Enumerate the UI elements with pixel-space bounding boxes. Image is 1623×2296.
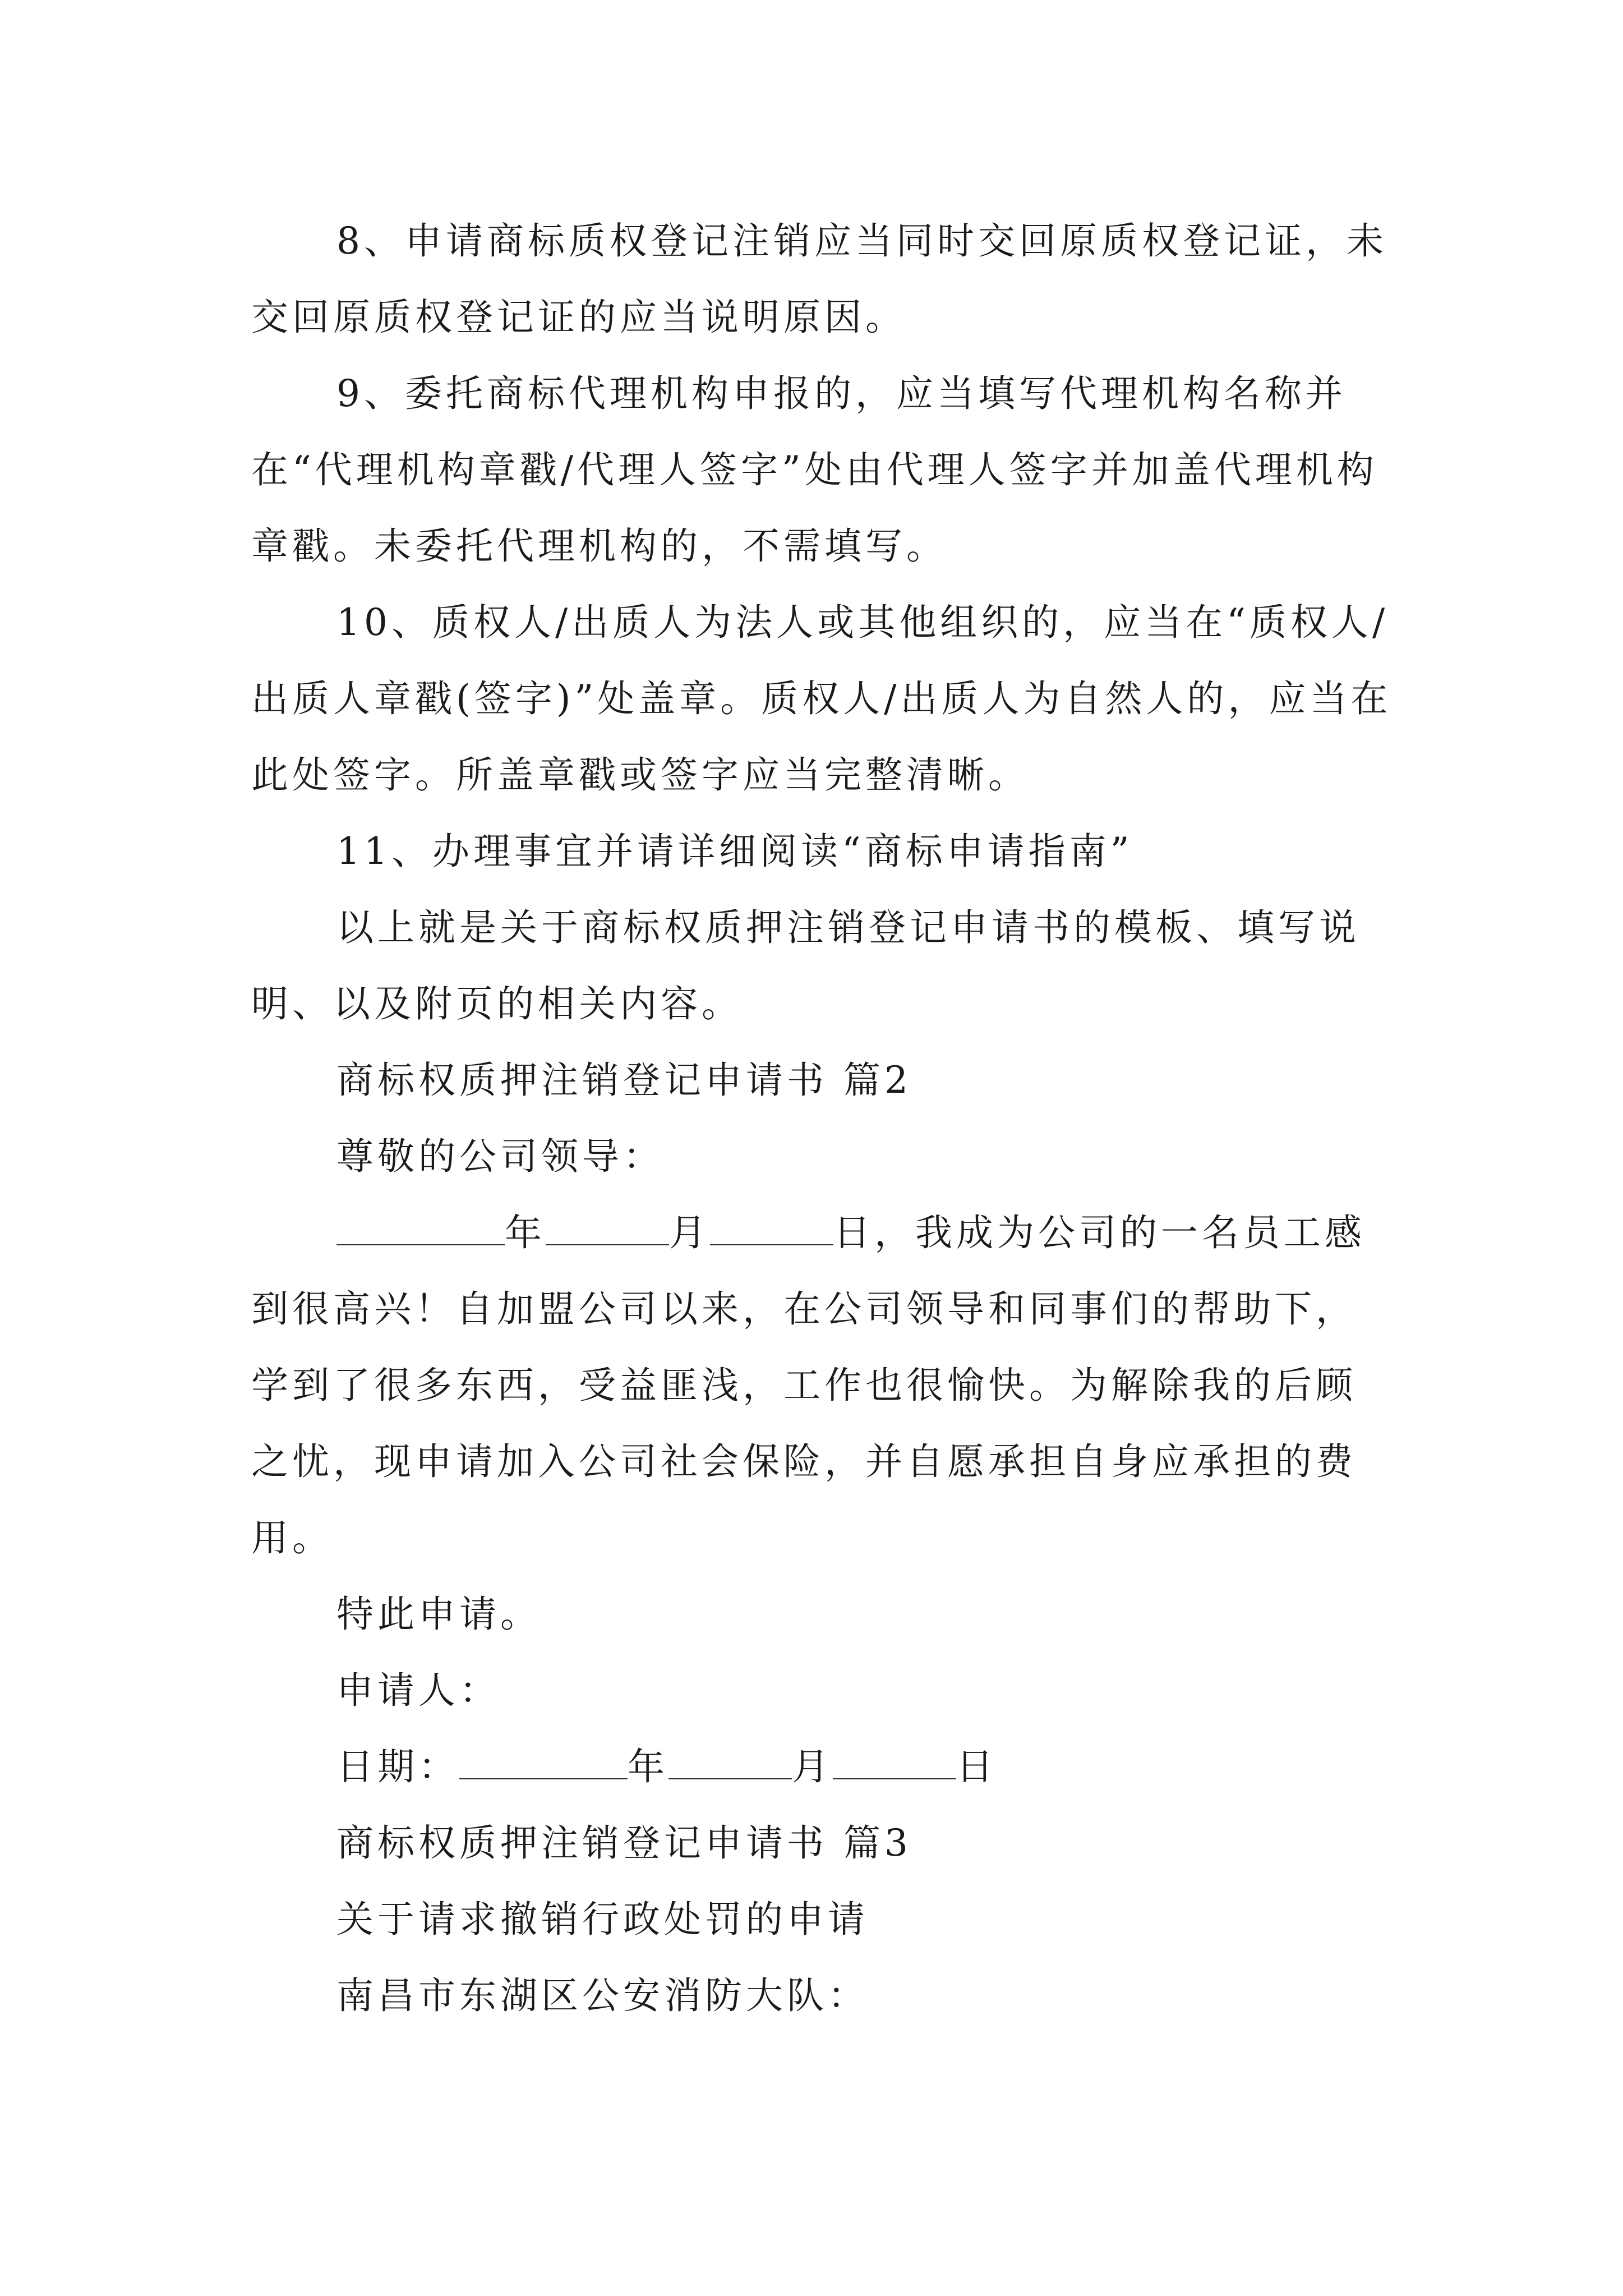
date-year-blank [459,1747,628,1779]
application-title: 关于请求撤销行政处罚的申请 [336,1898,869,1941]
year-blank [336,1213,505,1245]
day-blank [710,1213,833,1245]
section-heading-2: 商标权质押注销登记申请书 篇2 [336,1059,912,1102]
salutation: 尊敬的公司领导： [336,1135,664,1178]
month-blank [546,1213,669,1245]
body-text: 日，我成为公司的一名员工感到很高兴！自加盟公司以来，在公司领导和同事们的帮助下，学到了很多东西，受益匪浅，工作也很愉快。为解除我的后顾之忧，现申请加入公司社会保险，并自愿承担自身应承担的费用。 [251,1211,1366,1559]
year-text: 年 [505,1211,546,1254]
date-label: 日期： [336,1745,459,1788]
month-text: 月 [669,1211,710,1254]
applicant-label: 申请人： [336,1669,500,1712]
closing-phrase: 特此申请。 [336,1593,541,1636]
paragraph-item-11: 11、办理事宜并请详细阅读“商标申请指南” [336,830,1133,873]
date-month-blank [668,1747,792,1779]
paragraph-item-9: 9、委托商标代理机构申报的，应当填写代理机构名称并在“代理机构章戳/代理人签字”处由代理人签字并加盖代理机构章戳。未委托代理机构的，不需填写。 [251,372,1378,568]
recipient-line: 南昌市东湖区公安消防大队： [336,1974,869,2017]
joining-date-paragraph [251,1195,1395,1576]
paragraph-item-10: 10、质权人/出质人为法人或其他组织的，应当在“质权人/出质人章戳(签字)”处盖章。质权人/出质人为自然人的，应当在此处签字。所盖章戳或签字应当完整清晰。 [251,601,1392,797]
paragraph-item-8: 8、申请商标质权登记注销应当同时交回原质权登记证，未交回原质权登记证的应当说明原因。 [251,219,1387,339]
section-heading-3: 商标权质押注销登记申请书 篇3 [336,1821,912,1865]
date-year-text: 年 [628,1745,668,1788]
date-month-text: 月 [792,1745,833,1788]
date-day-text: 日 [956,1745,997,1788]
paragraph-summary: 以上就是关于商标权质押注销登记申请书的模板、填写说明、以及附页的相关内容。 [251,906,1360,1025]
date-line [251,1729,1395,1805]
date-day-blank [833,1747,956,1779]
document-body [251,203,1395,2034]
